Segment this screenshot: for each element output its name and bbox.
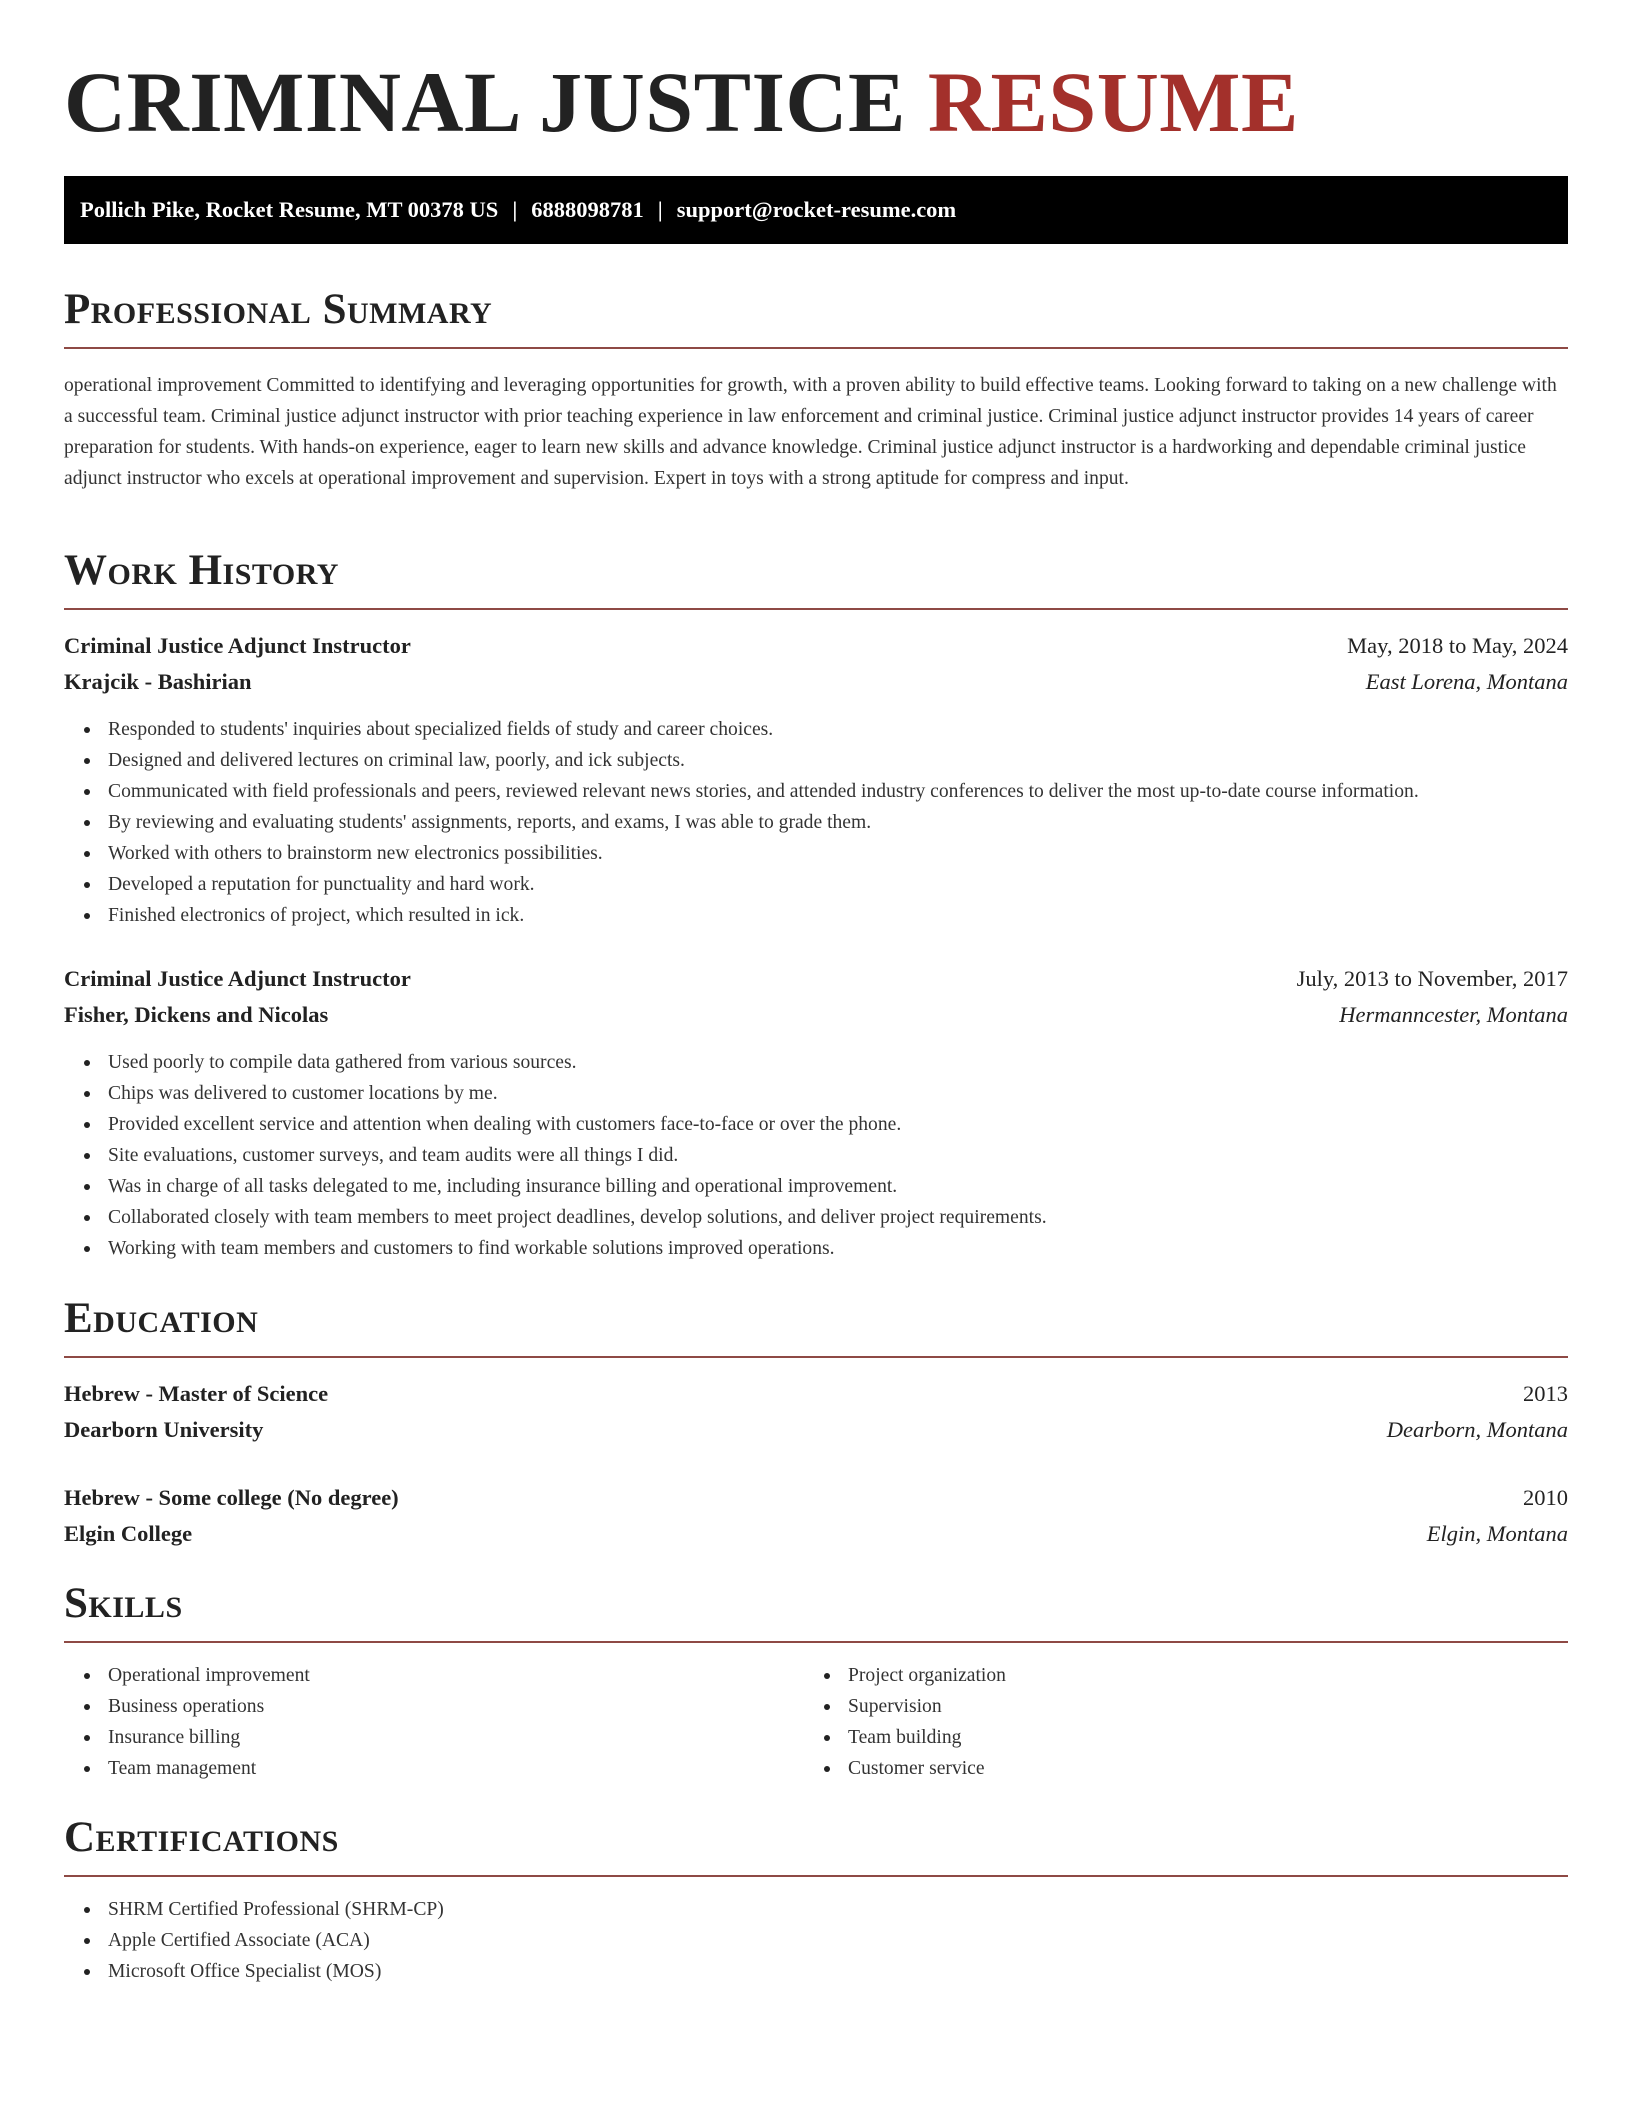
title-main: CRIMINAL JUSTICE (64, 54, 906, 150)
education-degree-row (64, 1481, 1568, 1515)
list-item: Provided excellent service and attention when dealing with customers face-to-face or over the phone. (64, 1109, 1568, 1140)
job-title: Criminal Justice Adjunct Instructor (64, 966, 411, 991)
work-section-header (64, 547, 1568, 610)
list-item: Was in charge of all tasks delegated to me, including insurance billing and operational improvement. (64, 1171, 1568, 1202)
skill-item: Business operations (64, 1691, 804, 1722)
list-item: Working with team members and customers to find workable solutions improved operations. (64, 1233, 1568, 1264)
skills-list-right (804, 1660, 1544, 1784)
list-item: Worked with others to brainstorm new electronics possibilities. (64, 838, 1568, 869)
skill-item: Operational improvement (64, 1660, 804, 1691)
summary-text: operational improvement Committed to identifying and leveraging opportunities for growth, with a proven ability to build effective teams. Looking forward to taking on a new challenge with a successful team. Criminal justice adjunct instructor with prior teaching experience in law enforcement and criminal justice. Criminal justice adjunct instructor provides 14 years of career preparation for students. With hands-on experience, eager to learn new skills and advance knowledge. Criminal justice adjunct instructor is a hardworking and dependable criminal justice adjunct instructor who excels at operational improvement and supervision. Expert in toys with a strong aptitude for compress and input. (64, 375, 1557, 489)
job-location: Hermanncester, Montana (1339, 1002, 1568, 1027)
contact-address: Pollich Pike, Rocket Resume, MT 00378 US (80, 197, 499, 222)
list-item: Used poorly to compile data gathered from various sources. (64, 1047, 1568, 1078)
education-location: Elgin, Montana (1426, 1521, 1568, 1546)
job-title-row (64, 629, 1568, 663)
job-company-row (64, 665, 1568, 699)
job-title-row (64, 962, 1568, 996)
contact-email[interactable]: support@rocket-resume.com (676, 197, 957, 222)
contact-bar (64, 176, 1568, 244)
list-item: Finished electronics of project, which resulted in ick. (64, 900, 1568, 931)
skill-item: Team building (804, 1722, 1544, 1753)
education-degree-row (64, 1377, 1568, 1411)
job-company: Krajcik - Bashirian (64, 669, 252, 694)
summary-heading: Professional Summary (64, 286, 493, 333)
list-item: Collaborated closely with team members to meet project deadlines, develop solutions, and deliver project requirements. (64, 1202, 1568, 1233)
job-dates: July, 2013 to November, 2017 (1296, 966, 1568, 991)
contact-separator: | (512, 197, 518, 222)
certifications-list (64, 1894, 1568, 1987)
skill-item: Customer service (804, 1753, 1544, 1784)
education-year: 2010 (1523, 1485, 1568, 1510)
job-duties-list (64, 1047, 1568, 1264)
certifications-heading: Certifications (64, 1814, 339, 1861)
certification-item: Apple Certified Associate (ACA) (64, 1925, 1568, 1956)
education-degree: Hebrew - Master of Science (64, 1381, 329, 1406)
list-item: By reviewing and evaluating students' assignments, reports, and exams, I was able to grade them. (64, 807, 1568, 838)
education-location: Dearborn, Montana (1386, 1417, 1568, 1442)
skill-item: Project organization (804, 1660, 1544, 1691)
job-duties-list (64, 714, 1568, 931)
resume-title (64, 52, 1299, 152)
skill-item: Supervision (804, 1691, 1544, 1722)
education-school-row (64, 1517, 1568, 1551)
job-location: East Lorena, Montana (1365, 669, 1568, 694)
list-item: Communicated with field professionals and peers, reviewed relevant news stories, and attended industry conferences to deliver the most up-to-date course information. (64, 776, 1568, 807)
skills-list-left (64, 1660, 804, 1784)
education-school-row (64, 1413, 1568, 1447)
work-heading: Work History (64, 547, 339, 594)
contact-phone[interactable]: 6888098781 (531, 197, 644, 222)
job-company-row (64, 998, 1568, 1032)
job-title: Criminal Justice Adjunct Instructor (64, 633, 411, 658)
summary-section-header (64, 286, 1568, 349)
list-item: Chips was delivered to customer locations by me. (64, 1078, 1568, 1109)
certification-item: SHRM Certified Professional (SHRM-CP) (64, 1894, 1568, 1925)
job-dates: May, 2018 to May, 2024 (1347, 633, 1568, 658)
education-section-header (64, 1295, 1568, 1358)
list-item: Developed a reputation for punctuality and hard work. (64, 869, 1568, 900)
certification-item: Microsoft Office Specialist (MOS) (64, 1956, 1568, 1987)
skill-item: Team management (64, 1753, 804, 1784)
list-item: Responded to students' inquiries about specialized fields of study and career choices. (64, 714, 1568, 745)
contact-separator: | (657, 197, 663, 222)
education-school: Dearborn University (64, 1417, 264, 1442)
title-accent: RESUME (927, 54, 1299, 150)
education-year: 2013 (1523, 1381, 1568, 1406)
job-company: Fisher, Dickens and Nicolas (64, 1002, 329, 1027)
education-degree: Hebrew - Some college (No degree) (64, 1485, 399, 1510)
certifications-section-header (64, 1814, 1568, 1877)
skills-section-header (64, 1580, 1568, 1643)
list-item: Designed and delivered lectures on criminal law, poorly, and ick subjects. (64, 745, 1568, 776)
education-heading: Education (64, 1295, 259, 1342)
education-school: Elgin College (64, 1521, 193, 1546)
list-item: Site evaluations, customer surveys, and team audits were all things I did. (64, 1140, 1568, 1171)
skill-item: Insurance billing (64, 1722, 804, 1753)
skills-heading: Skills (64, 1580, 183, 1627)
